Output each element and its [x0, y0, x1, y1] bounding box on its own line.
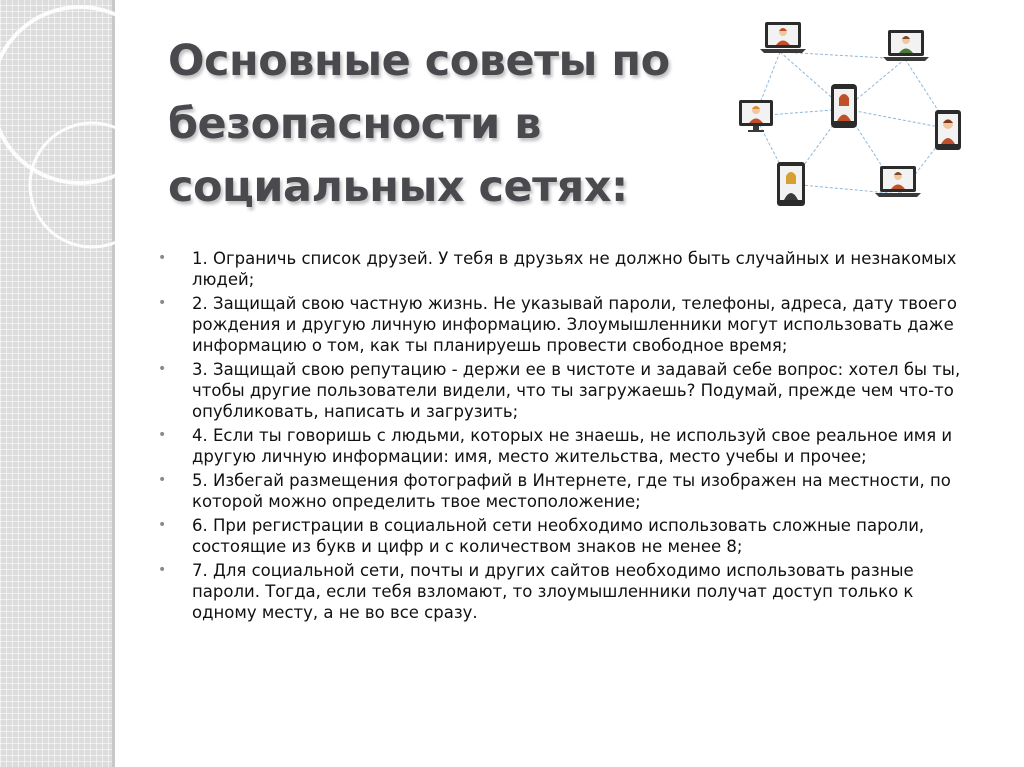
- tip-item: [158, 470, 978, 512]
- tip-text: 3. Защищай свою репутацию - держи ее в чистоте и задавай себе вопрос: хотел бы ты, чтобы другие пользователи видели, что ты загружаешь? Подумай, прежде чем что-то опубликовать, написать и загрузить;: [192, 360, 961, 421]
- tips-list: [158, 248, 978, 626]
- tip-text: 5. Избегай размещения фотографий в Интернете, где ты изображен на местности, по которой можно определить твое местоположение;: [192, 471, 951, 511]
- bullet-icon: •: [158, 562, 167, 578]
- tip-item: [158, 293, 978, 356]
- tip-text: 2. Защищай свою частную жизнь. Не указывай пароли, телефоны, адреса, дату твоего рождения и другую личную информацию. Злоумышленники могут использовать даже информацию о том, как ты планируешь провести свободное время;: [192, 294, 957, 355]
- tip-item: [158, 515, 978, 557]
- tip-item: [158, 560, 978, 623]
- phone-icon: [831, 84, 857, 128]
- tip-text: 6. При регистрации в социальной сети необходимо использовать сложные пароли, состоящие из букв и цифр и с количеством знаков не менее 8;: [192, 516, 925, 556]
- laptop-icon: [760, 22, 806, 53]
- bullet-icon: •: [158, 361, 167, 377]
- bullet-icon: •: [158, 517, 167, 533]
- tip-text: 1. Ограничь список друзей. У тебя в друзьях не должно быть случайных и незнакомых людей;: [192, 249, 957, 289]
- tablet-icon: [777, 162, 805, 206]
- monitor-icon: [739, 100, 773, 132]
- bullet-icon: •: [158, 295, 167, 311]
- bullet-icon: •: [158, 472, 167, 488]
- laptop-icon: [883, 30, 929, 61]
- bullet-icon: •: [158, 427, 167, 443]
- social-network-icon: [735, 14, 975, 214]
- tip-text: 4. Если ты говоришь с людьми, которых не знаешь, не используй свое реальное имя и другую личную информации: имя, место жительства, место учебы и прочее;: [192, 426, 953, 466]
- tip-item: [158, 425, 978, 467]
- tablet-icon: [935, 110, 961, 150]
- tip-item: [158, 248, 978, 290]
- bullet-icon: •: [158, 250, 167, 266]
- page-title: Основные советы по безопасности в социальных сетях:: [168, 36, 670, 212]
- tip-item: [158, 359, 978, 422]
- tip-text: 7. Для социальной сети, почты и других сайтов необходимо использовать разные пароли. Тогда, если тебя взломают, то злоумышленники получат доступ только к одному месту, а не во все сразу.: [192, 561, 914, 622]
